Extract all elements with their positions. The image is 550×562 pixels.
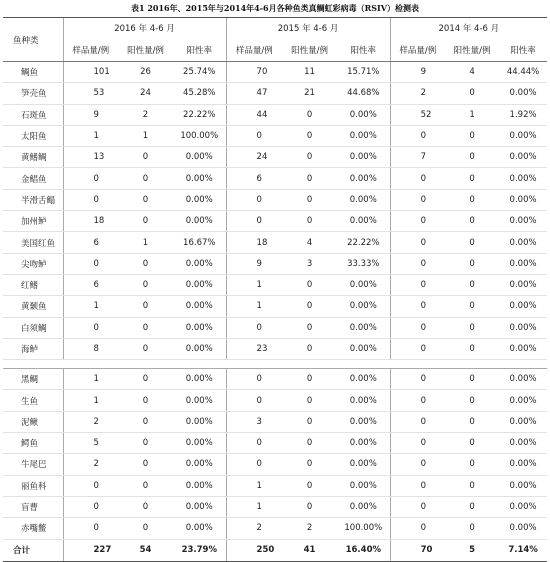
table-row — [3, 189, 547, 210]
sample-count-cell: 0 — [63, 317, 118, 338]
positive-count-cell: 26 — [118, 62, 173, 83]
table-row — [3, 317, 547, 338]
fish-name: 美国红鱼 — [3, 232, 63, 253]
positive-count-cell: 0 — [282, 475, 337, 496]
positive-count-cell: 0 — [445, 125, 499, 146]
sample-count-cell: 0 — [226, 369, 282, 390]
period-header: 2014 年 4-6 月 — [390, 18, 547, 39]
positive-count-cell: 0 — [282, 274, 337, 295]
rsiv-detection-table — [3, 17, 547, 562]
positive-count-cell: 0 — [118, 147, 173, 168]
positive-count-cell: 0 — [118, 189, 173, 210]
positive-rate-cell: 0.00% — [499, 369, 547, 390]
positive-count-cell: 0 — [282, 168, 337, 189]
positive-rate-cell: 0.00% — [499, 496, 547, 517]
positive-rate-cell: 0.00% — [499, 253, 547, 274]
positive-count-header: 阳性量/例 — [445, 38, 499, 62]
sample-count-cell: 0 — [63, 189, 118, 210]
positive-rate-cell: 0.00% — [173, 369, 226, 390]
positive-rate-cell: 45.28% — [173, 83, 226, 104]
positive-count-cell: 0 — [282, 496, 337, 517]
fish-name: 尖吻鲈 — [3, 253, 63, 274]
positive-rate-header: 阳性率 — [337, 38, 390, 62]
sample-count-cell: 2 — [63, 411, 118, 432]
positive-count-cell: 1 — [118, 125, 173, 146]
positive-rate-cell: 0.00% — [499, 211, 547, 232]
positive-rate-cell: 0.00% — [173, 147, 226, 168]
sample-count-cell: 0 — [63, 253, 118, 274]
positive-count-cell: 0 — [445, 211, 499, 232]
sample-count-cell: 6 — [63, 274, 118, 295]
positive-rate-cell: 0.00% — [499, 475, 547, 496]
period-header: 2015 年 4-6 月 — [226, 18, 390, 39]
positive-count-cell: 0 — [118, 433, 173, 454]
positive-rate-cell: 1.92% — [499, 104, 547, 125]
total-cell: 227 — [63, 539, 118, 561]
fish-name: 加州鲈 — [3, 211, 63, 232]
sample-count-cell: 8 — [63, 338, 118, 359]
positive-rate-cell: 0.00% — [173, 253, 226, 274]
positive-count-cell: 0 — [445, 518, 499, 539]
table-row — [3, 296, 547, 317]
positive-rate-cell: 33.33% — [337, 253, 390, 274]
sample-count-cell: 9 — [63, 104, 118, 125]
sample-count-cell: 0 — [63, 496, 118, 517]
sample-count-header: 样品量/例 — [63, 38, 118, 62]
positive-count-cell: 2 — [118, 104, 173, 125]
table-row — [3, 147, 547, 168]
positive-rate-cell: 0.00% — [499, 296, 547, 317]
positive-rate-cell: 0.00% — [173, 274, 226, 295]
positive-rate-cell: 0.00% — [173, 211, 226, 232]
positive-count-cell: 0 — [282, 369, 337, 390]
positive-count-cell: 0 — [445, 232, 499, 253]
fish-name: 鳄鱼 — [3, 433, 63, 454]
positive-rate-cell: 0.00% — [499, 189, 547, 210]
positive-count-cell: 1 — [118, 232, 173, 253]
sample-count-cell: 23 — [226, 338, 282, 359]
positive-count-cell: 0 — [445, 168, 499, 189]
positive-rate-cell: 0.00% — [337, 338, 390, 359]
sample-count-cell: 44 — [226, 104, 282, 125]
sample-count-cell: 7 — [390, 147, 445, 168]
sample-count-cell: 0 — [390, 475, 445, 496]
sample-count-cell: 3 — [226, 411, 282, 432]
fish-name: 黄颡鱼 — [3, 296, 63, 317]
fish-name: 半滑舌鳎 — [3, 189, 63, 210]
positive-rate-cell: 0.00% — [499, 338, 547, 359]
positive-count-cell: 0 — [282, 211, 337, 232]
total-cell: 16.40% — [337, 539, 390, 561]
positive-count-cell: 2 — [282, 518, 337, 539]
positive-count-cell: 0 — [118, 296, 173, 317]
positive-count-cell: 0 — [445, 496, 499, 517]
header-row-metrics — [3, 38, 547, 62]
sample-count-cell: 0 — [390, 189, 445, 210]
positive-rate-cell: 0.00% — [499, 454, 547, 475]
positive-count-cell: 0 — [445, 454, 499, 475]
sample-count-cell: 0 — [63, 168, 118, 189]
positive-count-cell: 0 — [282, 338, 337, 359]
sample-count-header: 样品量/例 — [226, 38, 282, 62]
sample-count-cell: 0 — [226, 433, 282, 454]
positive-count-cell: 0 — [445, 433, 499, 454]
positive-count-cell: 0 — [445, 411, 499, 432]
sample-count-cell: 1 — [226, 475, 282, 496]
sample-count-cell: 1 — [63, 296, 118, 317]
fish-name: 太阳鱼 — [3, 125, 63, 146]
positive-rate-cell: 0.00% — [337, 125, 390, 146]
table-row — [3, 125, 547, 146]
period-header: 2016 年 4-6 月 — [63, 18, 226, 39]
sample-count-cell: 1 — [226, 296, 282, 317]
positive-rate-cell: 0.00% — [499, 317, 547, 338]
total-cell: 41 — [282, 539, 337, 561]
positive-rate-cell: 0.00% — [173, 496, 226, 517]
sample-count-cell: 18 — [226, 232, 282, 253]
fish-name: 黄鳍鲷 — [3, 147, 63, 168]
table-row — [3, 518, 547, 539]
group-separator — [3, 360, 547, 369]
positive-count-cell: 0 — [282, 390, 337, 411]
positive-rate-cell: 0.00% — [337, 147, 390, 168]
positive-rate-cell: 0.00% — [173, 475, 226, 496]
positive-count-cell: 0 — [282, 189, 337, 210]
positive-rate-cell: 0.00% — [173, 411, 226, 432]
positive-count-cell: 0 — [118, 253, 173, 274]
sample-count-header: 样品量/例 — [390, 38, 445, 62]
sample-count-cell: 0 — [63, 475, 118, 496]
positive-count-cell: 0 — [118, 168, 173, 189]
sample-count-cell: 6 — [226, 168, 282, 189]
table-row — [3, 433, 547, 454]
fish-name: 鲷鱼 — [3, 62, 63, 83]
table-row — [3, 253, 547, 274]
sample-count-cell: 9 — [390, 62, 445, 83]
positive-rate-cell: 0.00% — [337, 433, 390, 454]
positive-rate-cell: 0.00% — [173, 189, 226, 210]
sample-count-cell: 0 — [226, 189, 282, 210]
sample-count-cell: 70 — [226, 62, 282, 83]
table-row — [3, 274, 547, 295]
total-row — [3, 539, 547, 561]
sample-count-cell: 0 — [390, 390, 445, 411]
sample-count-cell: 0 — [390, 433, 445, 454]
fish-name: 白须鲷 — [3, 317, 63, 338]
sample-count-cell: 9 — [226, 253, 282, 274]
table-row — [3, 168, 547, 189]
positive-count-cell: 0 — [118, 211, 173, 232]
positive-rate-cell: 0.00% — [337, 496, 390, 517]
total-cell: 54 — [118, 539, 173, 561]
positive-count-cell: 0 — [282, 317, 337, 338]
table-row — [3, 390, 547, 411]
positive-rate-cell: 0.00% — [337, 189, 390, 210]
positive-rate-cell: 0.00% — [499, 168, 547, 189]
sample-count-cell: 0 — [390, 338, 445, 359]
total-cell: 5 — [445, 539, 499, 561]
sample-count-cell: 5 — [63, 433, 118, 454]
positive-rate-cell: 22.22% — [173, 104, 226, 125]
positive-rate-cell: 0.00% — [337, 296, 390, 317]
fish-name: 金鲳鱼 — [3, 168, 63, 189]
positive-count-cell: 0 — [118, 454, 173, 475]
positive-rate-cell: 0.00% — [499, 390, 547, 411]
positive-count-cell: 0 — [445, 390, 499, 411]
positive-count-cell: 0 — [282, 104, 337, 125]
positive-rate-cell: 0.00% — [337, 274, 390, 295]
table-row — [3, 411, 547, 432]
sample-count-cell: 0 — [226, 317, 282, 338]
positive-count-cell: 0 — [445, 189, 499, 210]
sample-count-cell: 0 — [226, 454, 282, 475]
positive-count-cell: 0 — [118, 274, 173, 295]
total-cell: 7.14% — [499, 539, 547, 561]
fish-column-header: 鱼种类 — [3, 18, 63, 62]
positive-rate-cell: 0.00% — [337, 390, 390, 411]
positive-count-cell: 0 — [118, 475, 173, 496]
positive-count-cell: 0 — [282, 296, 337, 317]
fish-name: 生鱼 — [3, 390, 63, 411]
fish-name: 海鲈 — [3, 338, 63, 359]
positive-count-cell: 0 — [445, 253, 499, 274]
table-caption: 表1 2016年、2015年与2014年4-6月各种鱼类真鲷虹彩病毒（RSIV）检测表 — [131, 3, 419, 13]
positive-rate-cell: 0.00% — [499, 125, 547, 146]
sample-count-cell: 0 — [390, 232, 445, 253]
positive-count-cell: 0 — [282, 433, 337, 454]
total-label: 合计 — [3, 539, 63, 561]
positive-count-cell: 0 — [445, 475, 499, 496]
sample-count-cell: 1 — [226, 274, 282, 295]
positive-rate-cell: 0.00% — [499, 411, 547, 432]
positive-count-cell: 21 — [282, 83, 337, 104]
positive-rate-cell: 16.67% — [173, 232, 226, 253]
sample-count-cell: 18 — [63, 211, 118, 232]
sample-count-cell: 0 — [390, 253, 445, 274]
positive-rate-cell: 0.00% — [499, 518, 547, 539]
positive-rate-cell: 0.00% — [499, 433, 547, 454]
table-row — [3, 104, 547, 125]
sample-count-cell: 0 — [390, 454, 445, 475]
positive-count-cell: 0 — [118, 369, 173, 390]
sample-count-cell: 0 — [226, 211, 282, 232]
sample-count-cell: 0 — [390, 274, 445, 295]
positive-rate-cell: 0.00% — [337, 454, 390, 475]
positive-count-cell: 4 — [282, 232, 337, 253]
sample-count-cell: 52 — [390, 104, 445, 125]
sample-count-cell: 0 — [390, 411, 445, 432]
positive-rate-cell: 0.00% — [337, 369, 390, 390]
positive-count-cell: 0 — [118, 390, 173, 411]
table-row — [3, 211, 547, 232]
positive-count-header: 阳性量/例 — [118, 38, 173, 62]
positive-rate-cell: 0.00% — [499, 274, 547, 295]
positive-rate-cell: 0.00% — [173, 317, 226, 338]
sample-count-cell: 0 — [390, 125, 445, 146]
positive-rate-cell: 0.00% — [499, 83, 547, 104]
fish-name: 牛尾巴 — [3, 454, 63, 475]
positive-rate-cell: 0.00% — [173, 433, 226, 454]
positive-count-cell: 0 — [118, 317, 173, 338]
positive-rate-cell: 0.00% — [499, 147, 547, 168]
total-cell: 70 — [390, 539, 445, 561]
positive-count-cell: 0 — [282, 125, 337, 146]
positive-rate-cell: 0.00% — [173, 518, 226, 539]
sample-count-cell: 0 — [390, 518, 445, 539]
sample-count-cell: 2 — [226, 518, 282, 539]
sample-count-cell: 0 — [63, 518, 118, 539]
fish-name: 盲曹 — [3, 496, 63, 517]
table-row — [3, 62, 547, 83]
positive-rate-cell: 15.71% — [337, 62, 390, 83]
positive-rate-header: 阳性率 — [499, 38, 547, 62]
sample-count-cell: 1 — [226, 496, 282, 517]
positive-count-cell: 0 — [445, 296, 499, 317]
sample-count-cell: 1 — [63, 390, 118, 411]
sample-count-cell: 47 — [226, 83, 282, 104]
fish-name: 红鳍 — [3, 274, 63, 295]
sample-count-cell: 0 — [390, 369, 445, 390]
table-row — [3, 496, 547, 517]
fish-name: 丽鱼科 — [3, 475, 63, 496]
positive-count-cell: 1 — [445, 104, 499, 125]
positive-rate-cell: 0.00% — [337, 211, 390, 232]
sample-count-cell: 1 — [63, 369, 118, 390]
table-row — [3, 83, 547, 104]
positive-rate-cell: 0.00% — [173, 454, 226, 475]
fish-name: 黑鲷 — [3, 369, 63, 390]
positive-rate-cell: 25.74% — [173, 62, 226, 83]
positive-rate-cell: 0.00% — [337, 104, 390, 125]
positive-count-cell: 0 — [445, 369, 499, 390]
positive-count-cell: 0 — [118, 411, 173, 432]
positive-count-cell: 4 — [445, 62, 499, 83]
positive-rate-header: 阳性率 — [173, 38, 226, 62]
table-row — [3, 454, 547, 475]
positive-rate-cell: 0.00% — [337, 168, 390, 189]
sample-count-cell: 101 — [63, 62, 118, 83]
table-row — [3, 475, 547, 496]
table-row — [3, 338, 547, 359]
positive-count-cell: 3 — [282, 253, 337, 274]
sample-count-cell: 24 — [226, 147, 282, 168]
sample-count-cell: 1 — [63, 125, 118, 146]
sample-count-cell: 0 — [226, 125, 282, 146]
sample-count-cell: 53 — [63, 83, 118, 104]
fish-name: 泥鳅 — [3, 411, 63, 432]
positive-count-header: 阳性量/例 — [282, 38, 337, 62]
sample-count-cell: 0 — [390, 168, 445, 189]
positive-rate-cell: 0.00% — [173, 296, 226, 317]
positive-rate-cell: 0.00% — [173, 390, 226, 411]
fish-name: 笋壳鱼 — [3, 83, 63, 104]
positive-count-cell: 0 — [445, 274, 499, 295]
sample-count-cell: 0 — [226, 390, 282, 411]
positive-rate-cell: 0.00% — [337, 475, 390, 496]
table-row — [3, 232, 547, 253]
positive-rate-cell: 0.00% — [173, 168, 226, 189]
positive-rate-cell: 0.00% — [499, 232, 547, 253]
positive-rate-cell: 100.00% — [337, 518, 390, 539]
sample-count-cell: 6 — [63, 232, 118, 253]
table-row — [3, 369, 547, 390]
sample-count-cell: 2 — [63, 454, 118, 475]
positive-count-cell: 0 — [282, 411, 337, 432]
positive-count-cell: 11 — [282, 62, 337, 83]
fish-name: 赤嘴鳖 — [3, 518, 63, 539]
sample-count-cell: 0 — [390, 211, 445, 232]
positive-count-cell: 0 — [282, 147, 337, 168]
total-cell: 23.79% — [173, 539, 226, 561]
positive-count-cell: 24 — [118, 83, 173, 104]
positive-rate-cell: 22.22% — [337, 232, 390, 253]
fish-name: 石斑鱼 — [3, 104, 63, 125]
header-row-periods — [3, 18, 547, 39]
sample-count-cell: 13 — [63, 147, 118, 168]
sample-count-cell: 0 — [390, 296, 445, 317]
total-cell: 250 — [226, 539, 282, 561]
positive-count-cell: 0 — [118, 518, 173, 539]
positive-rate-cell: 44.68% — [337, 83, 390, 104]
positive-rate-cell: 0.00% — [173, 338, 226, 359]
positive-count-cell: 0 — [445, 338, 499, 359]
positive-count-cell: 0 — [445, 83, 499, 104]
positive-rate-cell: 0.00% — [337, 317, 390, 338]
positive-count-cell: 0 — [118, 338, 173, 359]
sample-count-cell: 0 — [390, 317, 445, 338]
positive-rate-cell: 100.00% — [173, 125, 226, 146]
positive-count-cell: 0 — [445, 147, 499, 168]
positive-count-cell: 0 — [445, 317, 499, 338]
sample-count-cell: 0 — [390, 496, 445, 517]
positive-count-cell: 0 — [282, 454, 337, 475]
positive-rate-cell: 0.00% — [337, 411, 390, 432]
sample-count-cell: 2 — [390, 83, 445, 104]
positive-rate-cell: 44.44% — [499, 62, 547, 83]
positive-count-cell: 0 — [118, 496, 173, 517]
